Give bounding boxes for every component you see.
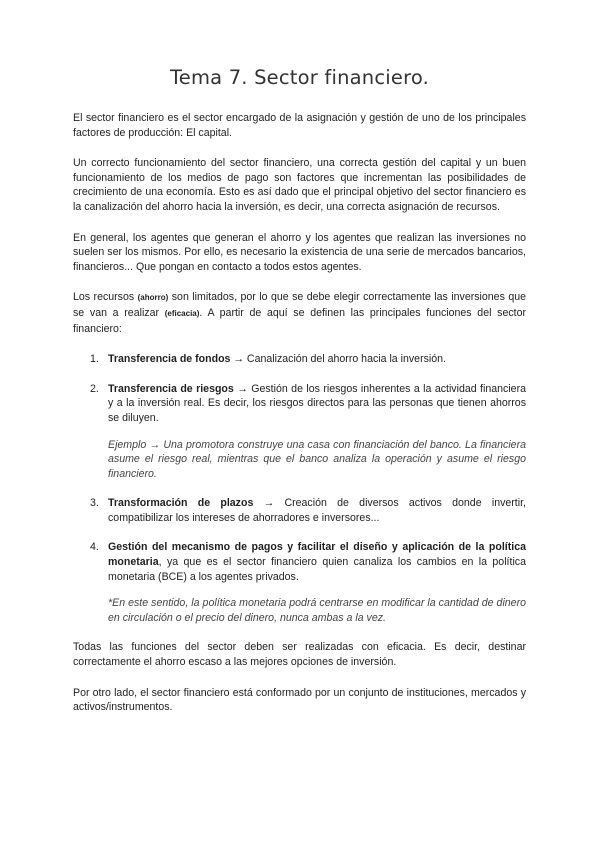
- list-item-text: → Creación de diversos activos donde invertir, compatibilizar los intereses de ahorradores e inversores...: [108, 497, 526, 524]
- eficacia-note: (eficacia): [164, 308, 200, 318]
- page-title: Tema 7. Sector financiero.: [169, 66, 430, 89]
- resources-text-c: . A partir de aquí se definen las principales funciones del sector financiero:: [73, 306, 526, 335]
- list-item: [73, 540, 526, 625]
- functions-list: [73, 352, 526, 625]
- list-item-term: Gestión del mecanismo de pagos y facilitar el diseño y aplicación de la política monetaria: [108, 541, 526, 569]
- list-item-number: 2.: [90, 382, 99, 395]
- list-item-term: Transferencia de fondos: [108, 353, 231, 366]
- resources-text-b: son limitados, por lo que se debe elegir correctamente las inversiones que se van a realizar: [73, 291, 526, 319]
- list-item: [73, 382, 526, 482]
- ahorro-note: (ahorro): [137, 293, 169, 303]
- list-item-text: , ya que es el sector financiero quien canaliza los cambios en la política monetaria (BCE) a los agentes privados.: [108, 556, 526, 583]
- list-item: [73, 496, 526, 525]
- list-item-number: 1.: [90, 353, 99, 366]
- list-item-number: 4.: [90, 541, 99, 554]
- efficacy-paragraph: Todas las funciones del sector deben ser realizadas con eficacia. Es decir, destinar correctamente el ahorro escaso a las mejores opciones de inversión.: [73, 641, 526, 669]
- monetary-policy-note: *En este sentido, la política monetaria podrá centrarse en modificar la cantidad de dinero en circulación o el precio del dinero, nunca ambas a la vez.: [108, 597, 526, 624]
- list-item-number: 3.: [90, 497, 99, 510]
- list-item-term: Transferencia de riesgos: [108, 382, 234, 395]
- example-note: Ejemplo → Una promotora construye una casa con financiación del banco. La financiera asume el riesgo real, mientras que el banco analiza la operación y asume el riesgo financiero.: [108, 438, 526, 480]
- resources-paragraph: [73, 290, 526, 336]
- document-page: [73, 66, 526, 731]
- list-item-term: Transformación de plazos: [108, 497, 254, 510]
- intro-paragraph: El sector financiero es el sector encargado de la asignación y gestión de uno de los principales factores de producción: El capital.: [73, 112, 526, 139]
- resources-text-a: Los recursos: [73, 291, 138, 304]
- list-item: [73, 352, 526, 367]
- list-item-text: → Canalización del ahorro hacia la inversión.: [230, 353, 446, 366]
- functioning-paragraph: Un correcto funcionamiento del sector financiero, una correcta gestión del capital y un buen funcionamiento de los medios de pago son factores que incrementan las posibilidades de crecimiento de una economía. Esto es así dado que el principal objetivo del sector financiero es la canalización del ahorro hacia la inversión, es decir, una correcta asignación de recursos.: [73, 157, 526, 213]
- agents-paragraph: En general, los agentes que generan el ahorro y los agentes que realizan las inversiones no suelen ser los mismos. Por ello, es necesario la existencia de una serie de mercados bancarios, financieros... Que pongan en contacto a todos estos agentes.: [73, 231, 526, 273]
- list-item-text: → Gestión de los riesgos inherentes a la actividad financiera y a la inversión real. Es decir, los riesgos directos para las personas que tienen ahorros se diluyen.: [108, 382, 526, 424]
- composition-paragraph: Por otro lado, el sector financiero está conformado por un conjunto de instituciones, mercados y activos/instrumentos.: [73, 686, 526, 714]
